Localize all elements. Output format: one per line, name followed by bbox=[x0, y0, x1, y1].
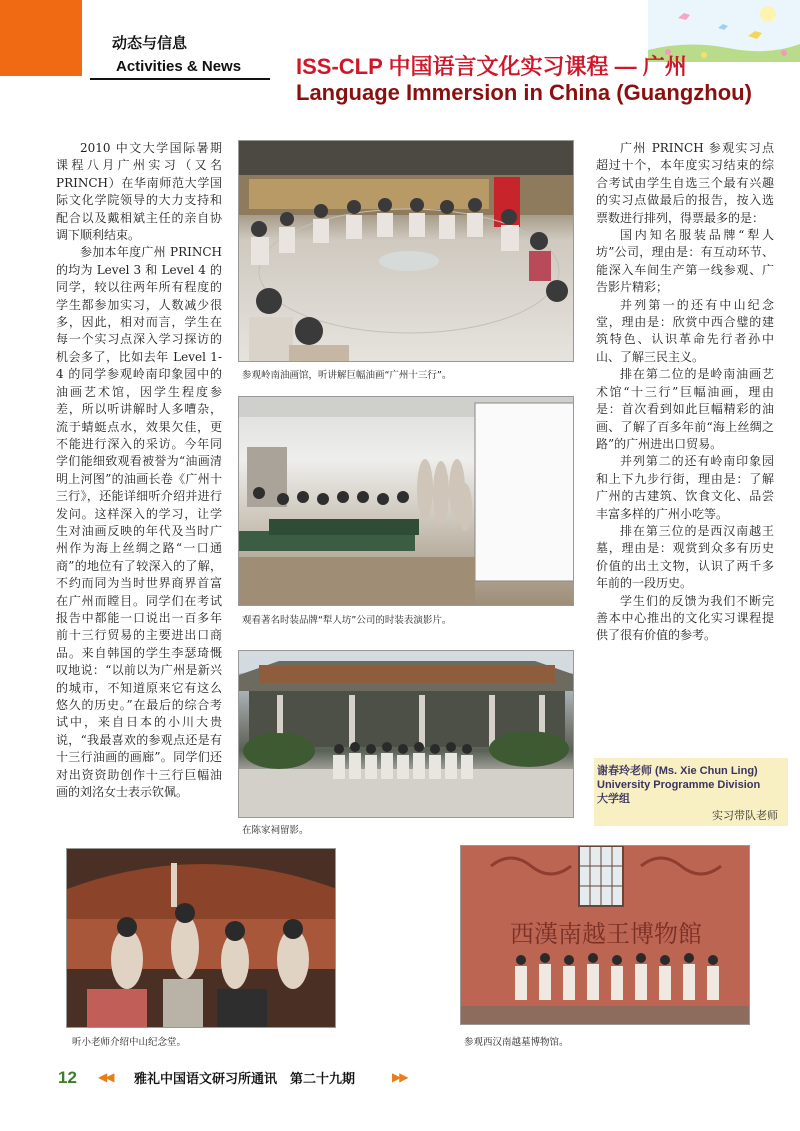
article-title-en: Language Immersion in China (Guangzhou) bbox=[296, 80, 752, 105]
photo-caption: 观看著名时装品牌“犁人坊”公司的时装表演影片。 bbox=[242, 615, 452, 626]
newsletter-issue: 雅礼中国语文研习所通讯 第二十九期 bbox=[134, 1072, 356, 1087]
author-group: 大学组 bbox=[597, 793, 630, 805]
left-text-column bbox=[56, 140, 222, 801]
paragraph: 排在第二位的是岭南油画艺术馆“十三行”巨幅油画，理由是：首次看到如此巨幅精彩的油画、了解了百多年前“海上丝绸之路”的广州进出口贸易。 bbox=[596, 367, 774, 451]
photo-oil-painting-gallery bbox=[238, 140, 574, 362]
paragraph: 参加本年度广州 PRINCH 的均为 Level 3 和 Level 4 的同学，较以往两年所有程度的学生都参加实习，人数减少很多，因此，相对而言，学生在每一个实习点深入学习探访的机会多了，比如去年 Level 1-4 的同学参观岭南印象园中的油画艺术馆，因学生程度参差，所以听讲解时人多嘈杂，流于蜻蜓点水，效果欠佳，更不能进行深入的采访。今年同学们能细致观看被誉为“油画清明上河图”的油画长卷《广州十三行》，还能详细听介绍并进行发问。这样深入的学习，让学生对油画反映的年代及当时广州作为海上丝绸之路“一口通商”的地位有了较深入的了解，不约而同为当时世界商界首富在广州而瞠目。同学们在考试报告中都能一口说出一百多年前十三行贸易的主要进出口商品。来自韩国的学生李瑟琦慨叹地说：“以前以为广州是新兴的城市，不知道原来它有这么悠久的历史。”在最后的综合考试中，来自日本的小川大贵说，“我最喜欢的参观点还是有十三行油画的画廊”。同学们还对出资资助创作十三行巨幅油画的刘洺女士表示钦佩。 bbox=[56, 245, 222, 800]
prev-arrows-icon: ◀◀ bbox=[98, 1070, 113, 1084]
paragraph: 排在第三位的是西汉南越王墓，理由是：观赏到众多有历史价值的出土文物，认识了两千多年前的一段历史。 bbox=[596, 523, 774, 591]
paragraph: 并列第二的还有岭南印象园和上下九步行街，理由是：了解广州的古建筑、饮食文化、品尝丰富多样的广州小吃等。 bbox=[596, 454, 774, 521]
article-title-zh: ISS-CLP 中国语言文化实习课程 — 广州 bbox=[296, 54, 687, 79]
author-name: 谢春玲老师 (Ms. Xie Chun Ling) bbox=[597, 765, 758, 777]
paragraph: 并列第一的还有中山纪念堂，理由是：欣赏中西合璧的建筑特色、认识革命先行者孙中山、了解三民主义。 bbox=[596, 297, 774, 364]
photo-caption: 参观岭南油画馆，听讲解巨幅油画“广州十三行”。 bbox=[242, 370, 452, 381]
author-box bbox=[594, 758, 788, 826]
photo-caption: 听小老师介绍中山纪念堂。 bbox=[72, 1037, 187, 1048]
museum-sign-text: 西漢南越王博物館 bbox=[510, 920, 702, 948]
photo-nanyue-museum bbox=[460, 845, 750, 1025]
page-number: 12 bbox=[58, 1068, 77, 1087]
photo-chen-clan-hall bbox=[238, 650, 574, 818]
header-divider bbox=[90, 78, 270, 80]
photo-caption: 在陈家祠留影。 bbox=[242, 825, 309, 836]
paragraph: 2010 中文大学国际暑期课程八月广州实习（又名 PRINCH）在华南师范大学国际文化学院领导的大力支持和配合以及戴相斌主任的亲自协调下顺利结束。 bbox=[56, 141, 222, 243]
right-text-column bbox=[596, 140, 774, 645]
author-role: 实习带队老师 bbox=[712, 809, 778, 822]
paragraph: 国内知名服装品牌“犁人坊”公司，理由是：有互动环节、能深入车间生产第一线参观、广告影片精彩； bbox=[596, 228, 774, 295]
photo-memorial-hall bbox=[66, 848, 336, 1028]
next-arrows-icon: ▶▶ bbox=[392, 1070, 407, 1084]
section-title-zh: 动态与信息 bbox=[112, 34, 188, 52]
author-division: University Programme Division bbox=[597, 779, 761, 791]
photo-fashion-screening bbox=[238, 396, 574, 606]
photo-caption: 参观西汉南越墓博物馆。 bbox=[464, 1037, 569, 1048]
header-orange-block bbox=[0, 0, 82, 76]
section-title-en: Activities & News bbox=[116, 58, 242, 75]
paragraph: 学生们的反馈为我们不断完善本中心推出的文化实习课程提供了很有价值的参考。 bbox=[596, 593, 774, 643]
paragraph: 广州 PRINCH 参观实习点超过十个，本年度实习结束的综合考试由学生自选三个最有兴趣的实习点做最后的报告，按入选票数进行排列，得票最多的是： bbox=[596, 141, 774, 225]
